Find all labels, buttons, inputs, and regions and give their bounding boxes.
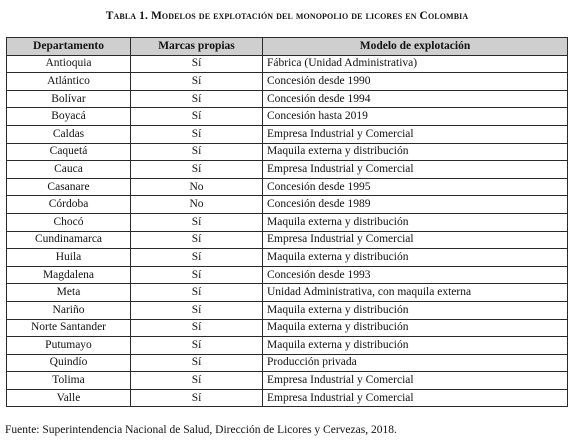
- table-row: [7, 55, 568, 73]
- marcas-propias-cell: Sí: [131, 73, 263, 91]
- table-row: [7, 354, 568, 372]
- modelo-explotacion-cell: Maquila externa y distribución: [263, 213, 568, 231]
- departamento-cell: Cundinamarca: [7, 231, 131, 249]
- modelo-explotacion-cell: Concesión desde 1994: [263, 90, 568, 108]
- marcas-propias-cell: Sí: [131, 284, 263, 302]
- modelo-explotacion-cell: Concesión desde 1995: [263, 178, 568, 196]
- marcas-propias-cell: Sí: [131, 389, 263, 407]
- departamento-cell: Norte Santander: [7, 319, 131, 337]
- departamento-cell: Tolima: [7, 372, 131, 390]
- marcas-propias-cell: Sí: [131, 143, 263, 161]
- departamento-cell: Boyacá: [7, 108, 131, 126]
- table-header-row: [7, 38, 568, 56]
- marcas-propias-cell: Sí: [131, 90, 263, 108]
- departamento-cell: Córdoba: [7, 196, 131, 214]
- departamento-cell: Bolívar: [7, 90, 131, 108]
- table-row: [7, 337, 568, 355]
- departamento-cell: Meta: [7, 284, 131, 302]
- marcas-propias-cell: Sí: [131, 161, 263, 179]
- table-row: [7, 161, 568, 179]
- departamento-cell: Nariño: [7, 301, 131, 319]
- departamento-cell: Putumayo: [7, 337, 131, 355]
- table-body: [7, 55, 568, 407]
- marcas-propias-cell: Sí: [131, 372, 263, 390]
- marcas-propias-cell: Sí: [131, 231, 263, 249]
- marcas-propias-cell: Sí: [131, 301, 263, 319]
- modelo-explotacion-cell: Concesión hasta 2019: [263, 108, 568, 126]
- modelo-explotacion-cell: Maquila externa y distribución: [263, 249, 568, 267]
- departamento-cell: Atlántico: [7, 73, 131, 91]
- departamento-cell: Cauca: [7, 161, 131, 179]
- table-caption: Tabla 1. Modelos de explotación del monopolio de licores en Colombia: [105, 10, 469, 22]
- modelo-explotacion-cell: Maquila externa y distribución: [263, 301, 568, 319]
- table-row: [7, 249, 568, 267]
- modelo-explotacion-cell: Empresa Industrial y Comercial: [263, 161, 568, 179]
- column-header-marcas-propias: Marcas propias: [131, 38, 263, 56]
- marcas-propias-cell: Sí: [131, 319, 263, 337]
- departamento-cell: Valle: [7, 389, 131, 407]
- liquor-monopoly-table: [6, 37, 568, 407]
- marcas-propias-cell: Sí: [131, 108, 263, 126]
- modelo-explotacion-cell: Concesión desde 1993: [263, 266, 568, 284]
- column-header-modelo-explotacion: Modelo de explotación: [263, 38, 568, 56]
- marcas-propias-cell: Sí: [131, 249, 263, 267]
- marcas-propias-cell: No: [131, 196, 263, 214]
- table-row: [7, 301, 568, 319]
- marcas-propias-cell: Sí: [131, 337, 263, 355]
- modelo-explotacion-cell: Concesión desde 1989: [263, 196, 568, 214]
- modelo-explotacion-cell: Empresa Industrial y Comercial: [263, 372, 568, 390]
- table-row: [7, 389, 568, 407]
- marcas-propias-cell: Sí: [131, 55, 263, 73]
- marcas-propias-cell: Sí: [131, 125, 263, 143]
- modelo-explotacion-cell: Empresa Industrial y Comercial: [263, 389, 568, 407]
- modelo-explotacion-cell: Maquila externa y distribución: [263, 337, 568, 355]
- table-row: [7, 284, 568, 302]
- departamento-cell: Antioquia: [7, 55, 131, 73]
- departamento-cell: Casanare: [7, 178, 131, 196]
- table-row: [7, 266, 568, 284]
- modelo-explotacion-cell: Empresa Industrial y Comercial: [263, 231, 568, 249]
- table-row: [7, 73, 568, 91]
- marcas-propias-cell: No: [131, 178, 263, 196]
- column-header-departamento: Departamento: [7, 38, 131, 56]
- departamento-cell: Caldas: [7, 125, 131, 143]
- table-row: [7, 196, 568, 214]
- departamento-cell: Magdalena: [7, 266, 131, 284]
- departamento-cell: Caquetá: [7, 143, 131, 161]
- modelo-explotacion-cell: Fábrica (Unidad Administrativa): [263, 55, 568, 73]
- departamento-cell: Quindío: [7, 354, 131, 372]
- modelo-explotacion-cell: Maquila externa y distribución: [263, 319, 568, 337]
- modelo-explotacion-cell: Maquila externa y distribución: [263, 143, 568, 161]
- departamento-cell: Chocó: [7, 213, 131, 231]
- table-row: [7, 125, 568, 143]
- table-row: [7, 372, 568, 390]
- modelo-explotacion-cell: Concesión desde 1990: [263, 73, 568, 91]
- table-row: [7, 108, 568, 126]
- modelo-explotacion-cell: Producción privada: [263, 354, 568, 372]
- source-note: Fuente: Superintendencia Nacional de Salud, Dirección de Licores y Cervezas, 2018.: [5, 424, 397, 436]
- table-row: [7, 213, 568, 231]
- table-row: [7, 90, 568, 108]
- marcas-propias-cell: Sí: [131, 213, 263, 231]
- table-row: [7, 143, 568, 161]
- modelo-explotacion-cell: Empresa Industrial y Comercial: [263, 125, 568, 143]
- table-row: [7, 178, 568, 196]
- marcas-propias-cell: Sí: [131, 354, 263, 372]
- marcas-propias-cell: Sí: [131, 266, 263, 284]
- departamento-cell: Huila: [7, 249, 131, 267]
- modelo-explotacion-cell: Unidad Administrativa, con maquila externa: [263, 284, 568, 302]
- table-row: [7, 231, 568, 249]
- table-row: [7, 319, 568, 337]
